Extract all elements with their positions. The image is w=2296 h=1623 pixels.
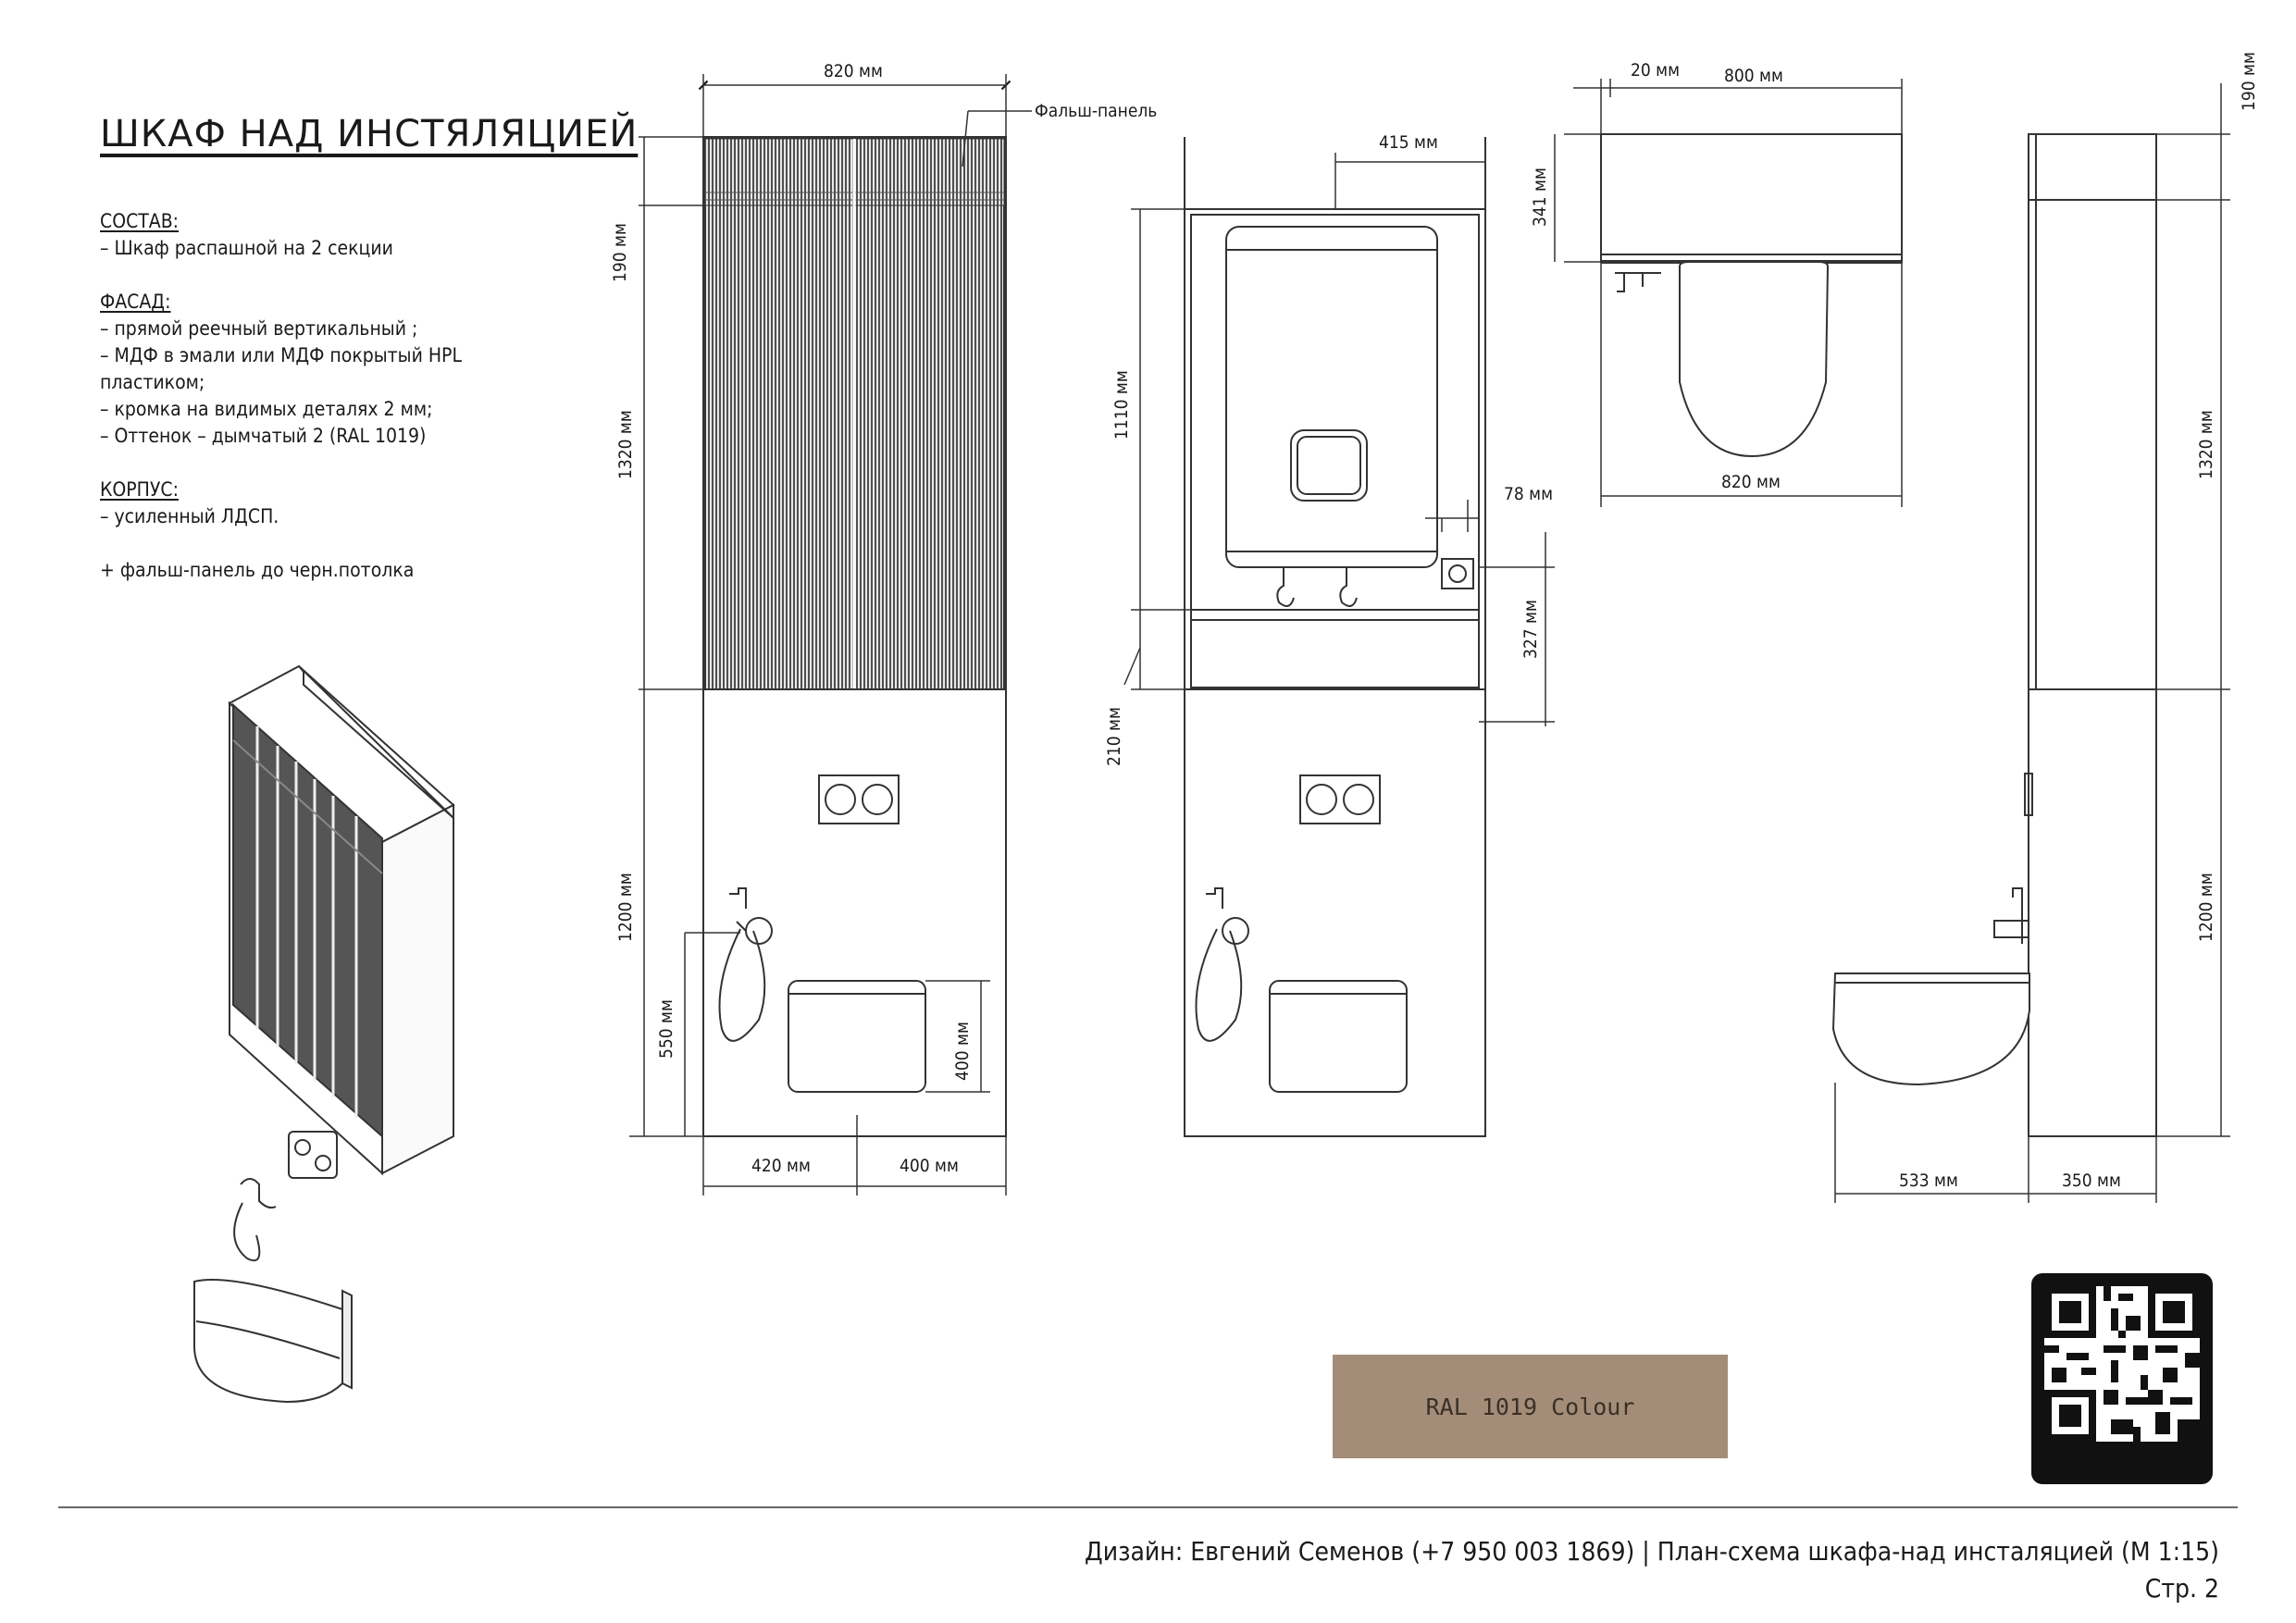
dim-front-1200: 1200 мм [615,873,636,942]
dim-front-400-v: 400 мм [952,1022,973,1081]
isometric-view [194,666,453,1402]
spec-block [100,208,462,584]
dim-int-327: 327 мм [1520,600,1541,659]
dim-top-800: 800 мм [1724,66,1783,86]
facade-line: – МДФ в эмали или МДФ покрытый HPL [100,344,462,366]
dim-front-190: 190 мм [610,223,630,282]
page-number: Стр. 2 [2144,1573,2219,1604]
dim-front-1320: 1320 мм [615,410,636,479]
dim-int-78: 78 мм [1504,484,1553,504]
composition-heading: СОСТАВ: [100,210,180,232]
interior-view [1185,137,1485,1136]
facade-heading: ФАСАД: [100,291,171,313]
dim-front-400-h: 400 мм [900,1156,959,1176]
dim-top-820: 820 мм [1721,472,1781,492]
dim-front-width: 820 мм [824,61,883,81]
composition-line: – Шкаф распашной на 2 секции [100,237,393,259]
qr-code[interactable] [2031,1273,2213,1484]
swatch-label: RAL 1019 Colour [1425,1393,1635,1420]
extra-note: + фальш-панель до черн.потолка [100,559,415,581]
facade-line: – Оттенок – дымчатый 2 (RAL 1019) [100,425,427,447]
dim-top-20: 20 мм [1631,60,1680,81]
body-line: – усиленный ЛДСП. [100,505,279,527]
dim-front-550: 550 мм [656,999,676,1059]
top-view [1601,134,1902,456]
dim-int-415: 415 мм [1379,132,1438,153]
dim-side-1200: 1200 мм [2196,873,2216,942]
footer-credits: Дизайн: Евгений Семенов (+7 950 003 1869) | План-схема шкафа-над инсталяцией (М 1:15) [1085,1536,2219,1567]
dim-int-210: 210 мм [1104,707,1124,766]
dim-front-420: 420 мм [751,1156,811,1176]
dim-side-1320: 1320 мм [2196,410,2216,479]
dim-side-350: 350 мм [2062,1171,2121,1191]
color-swatch [1333,1355,1728,1458]
side-view [1833,134,2156,1136]
dim-side-533: 533 мм [1899,1171,1958,1191]
facade-line: – кромка на видимых деталях 2 мм; [100,398,433,420]
dim-top-341: 341 мм [1530,167,1550,227]
qr-pattern [2044,1286,2200,1442]
dim-side-190: 190 мм [2239,52,2259,111]
label-false-panel: Фальш-панель [1035,101,1158,121]
front-view [703,137,1006,1136]
facade-line: – прямой реечный вертикальный ; [100,317,418,340]
facade-line: пластиком; [100,371,205,393]
footer-divider [58,1506,2238,1508]
dim-int-1110: 1110 мм [1111,370,1132,440]
page-title: ШКАФ НАД ИНСТЯЛЯЦИЕЙ [100,113,639,155]
body-heading: КОРПУС: [100,478,179,501]
